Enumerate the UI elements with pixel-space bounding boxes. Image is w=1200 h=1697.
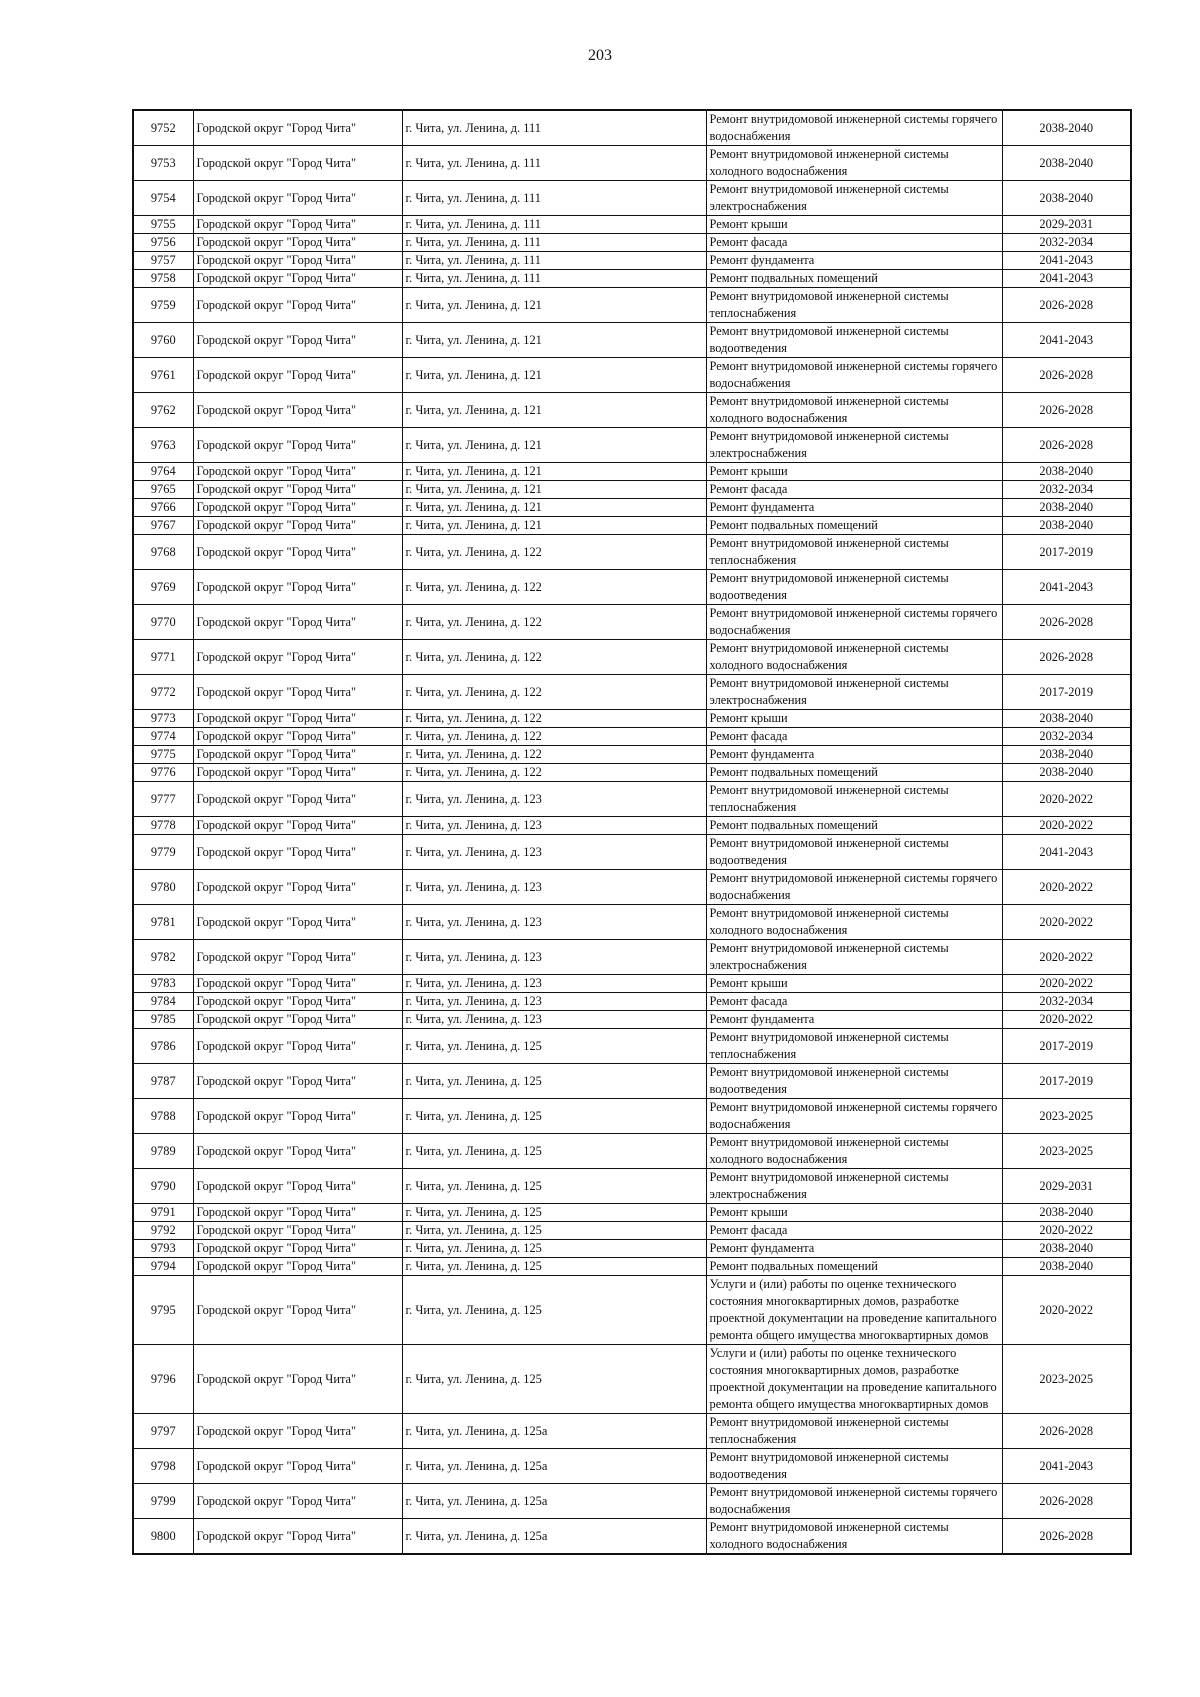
address-cell: г. Чита, ул. Ленина, д. 111 [402, 270, 706, 288]
table-row [133, 234, 1131, 252]
work-type-cell: Ремонт внутридомовой инженерной системы теплоснабжения [706, 535, 1002, 570]
work-type-cell: Ремонт крыши [706, 710, 1002, 728]
work-type-cell: Ремонт подвальных помещений [706, 1258, 1002, 1276]
table-row [133, 1345, 1131, 1414]
address-cell: г. Чита, ул. Ленина, д. 111 [402, 216, 706, 234]
period-cell: 2038-2040 [1002, 110, 1131, 146]
municipality-cell: Городской округ "Город Чита" [193, 1169, 402, 1204]
work-type-cell: Ремонт внутридомовой инженерной системы теплоснабжения [706, 288, 1002, 323]
municipality-cell: Городской округ "Город Чита" [193, 393, 402, 428]
row-number-cell: 9757 [133, 252, 193, 270]
row-number-cell: 9756 [133, 234, 193, 252]
period-cell: 2038-2040 [1002, 710, 1131, 728]
address-cell: г. Чита, ул. Ленина, д. 125а [402, 1414, 706, 1449]
row-number-cell: 9772 [133, 675, 193, 710]
work-type-cell: Ремонт внутридомовой инженерной системы горячего водоснабжения [706, 110, 1002, 146]
table-row [133, 835, 1131, 870]
table-row [133, 216, 1131, 234]
period-cell: 2026-2028 [1002, 1484, 1131, 1519]
address-cell: г. Чита, ул. Ленина, д. 122 [402, 746, 706, 764]
address-cell: г. Чита, ул. Ленина, д. 125 [402, 1222, 706, 1240]
table-row [133, 146, 1131, 181]
address-cell: г. Чита, ул. Ленина, д. 111 [402, 181, 706, 216]
period-cell: 2038-2040 [1002, 146, 1131, 181]
period-cell: 2038-2040 [1002, 181, 1131, 216]
municipality-cell: Городской округ "Город Чита" [193, 1011, 402, 1029]
row-number-cell: 9758 [133, 270, 193, 288]
period-cell: 2041-2043 [1002, 1449, 1131, 1484]
work-type-cell: Ремонт фасада [706, 993, 1002, 1011]
municipality-cell: Городской округ "Город Чита" [193, 1276, 402, 1345]
address-cell: г. Чита, ул. Ленина, д. 125 [402, 1029, 706, 1064]
table-row [133, 323, 1131, 358]
municipality-cell: Городской округ "Город Чита" [193, 146, 402, 181]
address-cell: г. Чита, ул. Ленина, д. 111 [402, 234, 706, 252]
municipality-cell: Городской округ "Город Чита" [193, 764, 402, 782]
row-number-cell: 9766 [133, 499, 193, 517]
table-row [133, 640, 1131, 675]
period-cell: 2032-2034 [1002, 234, 1131, 252]
period-cell: 2041-2043 [1002, 835, 1131, 870]
table-row [133, 1519, 1131, 1555]
address-cell: г. Чита, ул. Ленина, д. 125 [402, 1064, 706, 1099]
address-cell: г. Чита, ул. Ленина, д. 121 [402, 428, 706, 463]
address-cell: г. Чита, ул. Ленина, д. 122 [402, 535, 706, 570]
row-number-cell: 9800 [133, 1519, 193, 1555]
municipality-cell: Городской округ "Город Чита" [193, 975, 402, 993]
table-row [133, 1011, 1131, 1029]
row-number-cell: 9793 [133, 1240, 193, 1258]
period-cell: 2038-2040 [1002, 499, 1131, 517]
period-cell: 2020-2022 [1002, 870, 1131, 905]
work-type-cell: Ремонт внутридомовой инженерной системы электроснабжения [706, 428, 1002, 463]
period-cell: 2020-2022 [1002, 975, 1131, 993]
address-cell: г. Чита, ул. Ленина, д. 122 [402, 570, 706, 605]
table-row [133, 288, 1131, 323]
row-number-cell: 9760 [133, 323, 193, 358]
municipality-cell: Городской округ "Город Чита" [193, 1345, 402, 1414]
address-cell: г. Чита, ул. Ленина, д. 125 [402, 1258, 706, 1276]
address-cell: г. Чита, ул. Ленина, д. 123 [402, 835, 706, 870]
period-cell: 2026-2028 [1002, 1519, 1131, 1555]
municipality-cell: Городской округ "Город Чита" [193, 570, 402, 605]
table-row [133, 1029, 1131, 1064]
municipality-cell: Городской округ "Город Чита" [193, 481, 402, 499]
municipality-cell: Городской округ "Город Чита" [193, 728, 402, 746]
work-type-cell: Ремонт внутридомовой инженерной системы электроснабжения [706, 940, 1002, 975]
work-type-cell: Ремонт внутридомовой инженерной системы теплоснабжения [706, 782, 1002, 817]
period-cell: 2041-2043 [1002, 323, 1131, 358]
address-cell: г. Чита, ул. Ленина, д. 122 [402, 640, 706, 675]
row-number-cell: 9776 [133, 764, 193, 782]
municipality-cell: Городской округ "Город Чита" [193, 181, 402, 216]
address-cell: г. Чита, ул. Ленина, д. 122 [402, 764, 706, 782]
municipality-cell: Городской округ "Город Чита" [193, 1414, 402, 1449]
work-type-cell: Ремонт внутридомовой инженерной системы теплоснабжения [706, 1029, 1002, 1064]
work-type-cell: Ремонт внутридомовой инженерной системы водоотведения [706, 835, 1002, 870]
row-number-cell: 9759 [133, 288, 193, 323]
municipality-cell: Городской округ "Город Чита" [193, 640, 402, 675]
table-row [133, 993, 1131, 1011]
municipality-cell: Городской округ "Город Чита" [193, 358, 402, 393]
row-number-cell: 9781 [133, 905, 193, 940]
row-number-cell: 9768 [133, 535, 193, 570]
row-number-cell: 9789 [133, 1134, 193, 1169]
municipality-cell: Городской округ "Город Чита" [193, 817, 402, 835]
municipality-cell: Городской округ "Город Чита" [193, 710, 402, 728]
period-cell: 2020-2022 [1002, 1276, 1131, 1345]
municipality-cell: Городской округ "Город Чита" [193, 1204, 402, 1222]
address-cell: г. Чита, ул. Ленина, д. 121 [402, 288, 706, 323]
work-type-cell: Ремонт крыши [706, 463, 1002, 481]
work-type-cell: Ремонт крыши [706, 216, 1002, 234]
period-cell: 2017-2019 [1002, 1064, 1131, 1099]
table-row [133, 764, 1131, 782]
work-type-cell: Ремонт внутридомовой инженерной системы холодного водоснабжения [706, 1134, 1002, 1169]
period-cell: 2026-2028 [1002, 605, 1131, 640]
period-cell: 2026-2028 [1002, 640, 1131, 675]
table-row [133, 1414, 1131, 1449]
address-cell: г. Чита, ул. Ленина, д. 123 [402, 817, 706, 835]
work-type-cell: Ремонт крыши [706, 975, 1002, 993]
table-row [133, 428, 1131, 463]
row-number-cell: 9798 [133, 1449, 193, 1484]
work-type-cell: Ремонт подвальных помещений [706, 817, 1002, 835]
table-row [133, 1449, 1131, 1484]
municipality-cell: Городской округ "Город Чита" [193, 428, 402, 463]
work-type-cell: Ремонт внутридомовой инженерной системы холодного водоснабжения [706, 146, 1002, 181]
row-number-cell: 9787 [133, 1064, 193, 1099]
row-number-cell: 9764 [133, 463, 193, 481]
row-number-cell: 9761 [133, 358, 193, 393]
address-cell: г. Чита, ул. Ленина, д. 125 [402, 1240, 706, 1258]
row-number-cell: 9795 [133, 1276, 193, 1345]
table-row [133, 1134, 1131, 1169]
municipality-cell: Городской округ "Город Чита" [193, 270, 402, 288]
municipality-cell: Городской округ "Город Чита" [193, 1064, 402, 1099]
work-type-cell: Ремонт фундамента [706, 252, 1002, 270]
table-row [133, 252, 1131, 270]
municipality-cell: Городской округ "Город Чита" [193, 1519, 402, 1555]
table-row [133, 570, 1131, 605]
work-type-cell: Ремонт внутридомовой инженерной системы водоотведения [706, 1449, 1002, 1484]
row-number-cell: 9779 [133, 835, 193, 870]
work-type-cell: Ремонт внутридомовой инженерной системы теплоснабжения [706, 1414, 1002, 1449]
period-cell: 2038-2040 [1002, 1204, 1131, 1222]
period-cell: 2026-2028 [1002, 358, 1131, 393]
row-number-cell: 9753 [133, 146, 193, 181]
row-number-cell: 9769 [133, 570, 193, 605]
period-cell: 2038-2040 [1002, 517, 1131, 535]
municipality-cell: Городской округ "Город Чита" [193, 110, 402, 146]
work-type-cell: Ремонт внутридомовой инженерной системы горячего водоснабжения [706, 870, 1002, 905]
municipality-cell: Городской округ "Город Чита" [193, 463, 402, 481]
period-cell: 2017-2019 [1002, 535, 1131, 570]
period-cell: 2020-2022 [1002, 1222, 1131, 1240]
municipality-cell: Городской округ "Город Чита" [193, 605, 402, 640]
municipality-cell: Городской округ "Город Чита" [193, 288, 402, 323]
table-row [133, 1099, 1131, 1134]
work-type-cell: Ремонт фундамента [706, 1011, 1002, 1029]
table-row [133, 1484, 1131, 1519]
work-type-cell: Ремонт внутридомовой инженерной системы водоотведения [706, 323, 1002, 358]
table-row [133, 393, 1131, 428]
row-number-cell: 9762 [133, 393, 193, 428]
table-row [133, 905, 1131, 940]
table-row [133, 746, 1131, 764]
row-number-cell: 9777 [133, 782, 193, 817]
table-row [133, 270, 1131, 288]
period-cell: 2020-2022 [1002, 817, 1131, 835]
row-number-cell: 9763 [133, 428, 193, 463]
table-row [133, 499, 1131, 517]
address-cell: г. Чита, ул. Ленина, д. 123 [402, 940, 706, 975]
work-type-cell: Ремонт подвальных помещений [706, 270, 1002, 288]
period-cell: 2038-2040 [1002, 746, 1131, 764]
work-type-cell: Ремонт внутридомовой инженерной системы горячего водоснабжения [706, 1099, 1002, 1134]
address-cell: г. Чита, ул. Ленина, д. 122 [402, 675, 706, 710]
row-number-cell: 9773 [133, 710, 193, 728]
address-cell: г. Чита, ул. Ленина, д. 125 [402, 1134, 706, 1169]
row-number-cell: 9794 [133, 1258, 193, 1276]
work-type-cell: Ремонт внутридомовой инженерной системы холодного водоснабжения [706, 640, 1002, 675]
address-cell: г. Чита, ул. Ленина, д. 125 [402, 1276, 706, 1345]
row-number-cell: 9775 [133, 746, 193, 764]
period-cell: 2032-2034 [1002, 728, 1131, 746]
row-number-cell: 9765 [133, 481, 193, 499]
period-cell: 2032-2034 [1002, 481, 1131, 499]
row-number-cell: 9784 [133, 993, 193, 1011]
work-type-cell: Ремонт фундамента [706, 499, 1002, 517]
address-cell: г. Чита, ул. Ленина, д. 125 [402, 1099, 706, 1134]
municipality-cell: Городской округ "Город Чита" [193, 905, 402, 940]
table-row [133, 728, 1131, 746]
work-type-cell: Ремонт внутридомовой инженерной системы холодного водоснабжения [706, 1519, 1002, 1555]
work-type-cell: Ремонт внутридомовой инженерной системы водоотведения [706, 570, 1002, 605]
municipality-cell: Городской округ "Город Чита" [193, 1134, 402, 1169]
municipality-cell: Городской округ "Город Чита" [193, 252, 402, 270]
address-cell: г. Чита, ул. Ленина, д. 122 [402, 605, 706, 640]
row-number-cell: 9771 [133, 640, 193, 675]
work-type-cell: Ремонт внутридомовой инженерной системы горячего водоснабжения [706, 358, 1002, 393]
row-number-cell: 9799 [133, 1484, 193, 1519]
municipality-cell: Городской округ "Город Чита" [193, 940, 402, 975]
row-number-cell: 9790 [133, 1169, 193, 1204]
address-cell: г. Чита, ул. Ленина, д. 123 [402, 1011, 706, 1029]
address-cell: г. Чита, ул. Ленина, д. 121 [402, 358, 706, 393]
address-cell: г. Чита, ул. Ленина, д. 123 [402, 905, 706, 940]
period-cell: 2041-2043 [1002, 270, 1131, 288]
municipality-cell: Городской округ "Город Чита" [193, 535, 402, 570]
work-type-cell: Ремонт фасада [706, 1222, 1002, 1240]
municipality-cell: Городской округ "Город Чита" [193, 1484, 402, 1519]
work-type-cell: Ремонт внутридомовой инженерной системы водоотведения [706, 1064, 1002, 1099]
address-cell: г. Чита, ул. Ленина, д. 121 [402, 517, 706, 535]
municipality-cell: Городской округ "Город Чита" [193, 675, 402, 710]
address-cell: г. Чита, ул. Ленина, д. 125а [402, 1519, 706, 1555]
municipality-cell: Городской округ "Город Чита" [193, 1449, 402, 1484]
address-cell: г. Чита, ул. Ленина, д. 121 [402, 481, 706, 499]
address-cell: г. Чита, ул. Ленина, д. 111 [402, 110, 706, 146]
address-cell: г. Чита, ул. Ленина, д. 122 [402, 710, 706, 728]
work-type-cell: Ремонт внутридомовой инженерной системы холодного водоснабжения [706, 905, 1002, 940]
period-cell: 2023-2025 [1002, 1099, 1131, 1134]
address-cell: г. Чита, ул. Ленина, д. 125 [402, 1169, 706, 1204]
municipality-cell: Городской округ "Город Чита" [193, 1240, 402, 1258]
work-type-cell: Услуги и (или) работы по оценке технического состояния многоквартирных домов, разработке проектной документации на проведение капитального ремонта общего имущества многоквартирных домов [706, 1276, 1002, 1345]
row-number-cell: 9788 [133, 1099, 193, 1134]
work-type-cell: Ремонт фасада [706, 481, 1002, 499]
row-number-cell: 9774 [133, 728, 193, 746]
period-cell: 2041-2043 [1002, 252, 1131, 270]
table-row [133, 817, 1131, 835]
address-cell: г. Чита, ул. Ленина, д. 125а [402, 1449, 706, 1484]
table-row [133, 782, 1131, 817]
municipality-cell: Городской округ "Город Чита" [193, 870, 402, 905]
row-number-cell: 9767 [133, 517, 193, 535]
period-cell: 2023-2025 [1002, 1134, 1131, 1169]
period-cell: 2026-2028 [1002, 288, 1131, 323]
table-row [133, 675, 1131, 710]
table-row [133, 463, 1131, 481]
table-row [133, 358, 1131, 393]
address-cell: г. Чита, ул. Ленина, д. 125 [402, 1345, 706, 1414]
table-row [133, 110, 1131, 146]
address-cell: г. Чита, ул. Ленина, д. 122 [402, 728, 706, 746]
work-type-cell: Ремонт внутридомовой инженерной системы электроснабжения [706, 181, 1002, 216]
row-number-cell: 9796 [133, 1345, 193, 1414]
table-row [133, 181, 1131, 216]
period-cell: 2038-2040 [1002, 1240, 1131, 1258]
work-type-cell: Ремонт фундамента [706, 746, 1002, 764]
period-cell: 2020-2022 [1002, 1011, 1131, 1029]
address-cell: г. Чита, ул. Ленина, д. 111 [402, 252, 706, 270]
municipality-cell: Городской округ "Город Чита" [193, 234, 402, 252]
period-cell: 2041-2043 [1002, 570, 1131, 605]
period-cell: 2017-2019 [1002, 675, 1131, 710]
period-cell: 2026-2028 [1002, 393, 1131, 428]
municipality-cell: Городской округ "Город Чита" [193, 835, 402, 870]
table-row [133, 1204, 1131, 1222]
table-row [133, 481, 1131, 499]
row-number-cell: 9770 [133, 605, 193, 640]
work-type-cell: Ремонт крыши [706, 1204, 1002, 1222]
work-type-cell: Ремонт подвальных помещений [706, 764, 1002, 782]
table-row [133, 535, 1131, 570]
municipality-cell: Городской округ "Город Чита" [193, 499, 402, 517]
period-cell: 2032-2034 [1002, 993, 1131, 1011]
row-number-cell: 9754 [133, 181, 193, 216]
row-number-cell: 9797 [133, 1414, 193, 1449]
table-row [133, 1276, 1131, 1345]
work-type-cell: Услуги и (или) работы по оценке технического состояния многоквартирных домов, разработке проектной документации на проведение капитального ремонта общего имущества многоквартирных домов [706, 1345, 1002, 1414]
address-cell: г. Чита, ул. Ленина, д. 123 [402, 993, 706, 1011]
repair-schedule-table [132, 109, 1132, 1555]
period-cell: 2038-2040 [1002, 1258, 1131, 1276]
work-type-cell: Ремонт внутридомовой инженерной системы горячего водоснабжения [706, 605, 1002, 640]
municipality-cell: Городской округ "Город Чита" [193, 1258, 402, 1276]
municipality-cell: Городской округ "Город Чита" [193, 782, 402, 817]
address-cell: г. Чита, ул. Ленина, д. 121 [402, 393, 706, 428]
period-cell: 2038-2040 [1002, 764, 1131, 782]
row-number-cell: 9791 [133, 1204, 193, 1222]
table-row [133, 605, 1131, 640]
period-cell: 2023-2025 [1002, 1345, 1131, 1414]
period-cell: 2029-2031 [1002, 216, 1131, 234]
work-type-cell: Ремонт внутридомовой инженерной системы горячего водоснабжения [706, 1484, 1002, 1519]
work-type-cell: Ремонт внутридомовой инженерной системы холодного водоснабжения [706, 393, 1002, 428]
period-cell: 2017-2019 [1002, 1029, 1131, 1064]
table-row [133, 870, 1131, 905]
table-row [133, 1169, 1131, 1204]
row-number-cell: 9786 [133, 1029, 193, 1064]
row-number-cell: 9792 [133, 1222, 193, 1240]
table-row [133, 1064, 1131, 1099]
row-number-cell: 9785 [133, 1011, 193, 1029]
address-cell: г. Чита, ул. Ленина, д. 125а [402, 1484, 706, 1519]
address-cell: г. Чита, ул. Ленина, д. 111 [402, 146, 706, 181]
work-type-cell: Ремонт внутридомовой инженерной системы электроснабжения [706, 675, 1002, 710]
period-cell: 2020-2022 [1002, 782, 1131, 817]
period-cell: 2026-2028 [1002, 428, 1131, 463]
table-row [133, 940, 1131, 975]
period-cell: 2038-2040 [1002, 463, 1131, 481]
municipality-cell: Городской округ "Город Чита" [193, 1222, 402, 1240]
address-cell: г. Чита, ул. Ленина, д. 123 [402, 782, 706, 817]
period-cell: 2020-2022 [1002, 940, 1131, 975]
municipality-cell: Городской округ "Город Чита" [193, 517, 402, 535]
period-cell: 2029-2031 [1002, 1169, 1131, 1204]
address-cell: г. Чита, ул. Ленина, д. 121 [402, 323, 706, 358]
address-cell: г. Чита, ул. Ленина, д. 123 [402, 870, 706, 905]
work-type-cell: Ремонт внутридомовой инженерной системы электроснабжения [706, 1169, 1002, 1204]
municipality-cell: Городской округ "Город Чита" [193, 746, 402, 764]
row-number-cell: 9782 [133, 940, 193, 975]
address-cell: г. Чита, ул. Ленина, д. 121 [402, 499, 706, 517]
address-cell: г. Чита, ул. Ленина, д. 123 [402, 975, 706, 993]
table-row [133, 710, 1131, 728]
municipality-cell: Городской округ "Город Чита" [193, 216, 402, 234]
table-row [133, 1240, 1131, 1258]
table-row [133, 517, 1131, 535]
row-number-cell: 9752 [133, 110, 193, 146]
municipality-cell: Городской округ "Город Чита" [193, 1029, 402, 1064]
row-number-cell: 9783 [133, 975, 193, 993]
address-cell: г. Чита, ул. Ленина, д. 121 [402, 463, 706, 481]
row-number-cell: 9755 [133, 216, 193, 234]
table-row [133, 1258, 1131, 1276]
table-row [133, 1222, 1131, 1240]
work-type-cell: Ремонт фасада [706, 234, 1002, 252]
municipality-cell: Городской округ "Город Чита" [193, 993, 402, 1011]
period-cell: 2026-2028 [1002, 1414, 1131, 1449]
municipality-cell: Городской округ "Город Чита" [193, 323, 402, 358]
work-type-cell: Ремонт подвальных помещений [706, 517, 1002, 535]
page-number: 203 [588, 47, 612, 64]
work-type-cell: Ремонт фундамента [706, 1240, 1002, 1258]
row-number-cell: 9780 [133, 870, 193, 905]
row-number-cell: 9778 [133, 817, 193, 835]
municipality-cell: Городской округ "Город Чита" [193, 1099, 402, 1134]
address-cell: г. Чита, ул. Ленина, д. 125 [402, 1204, 706, 1222]
work-type-cell: Ремонт фасада [706, 728, 1002, 746]
period-cell: 2020-2022 [1002, 905, 1131, 940]
table-row [133, 975, 1131, 993]
table-body [133, 110, 1131, 1554]
